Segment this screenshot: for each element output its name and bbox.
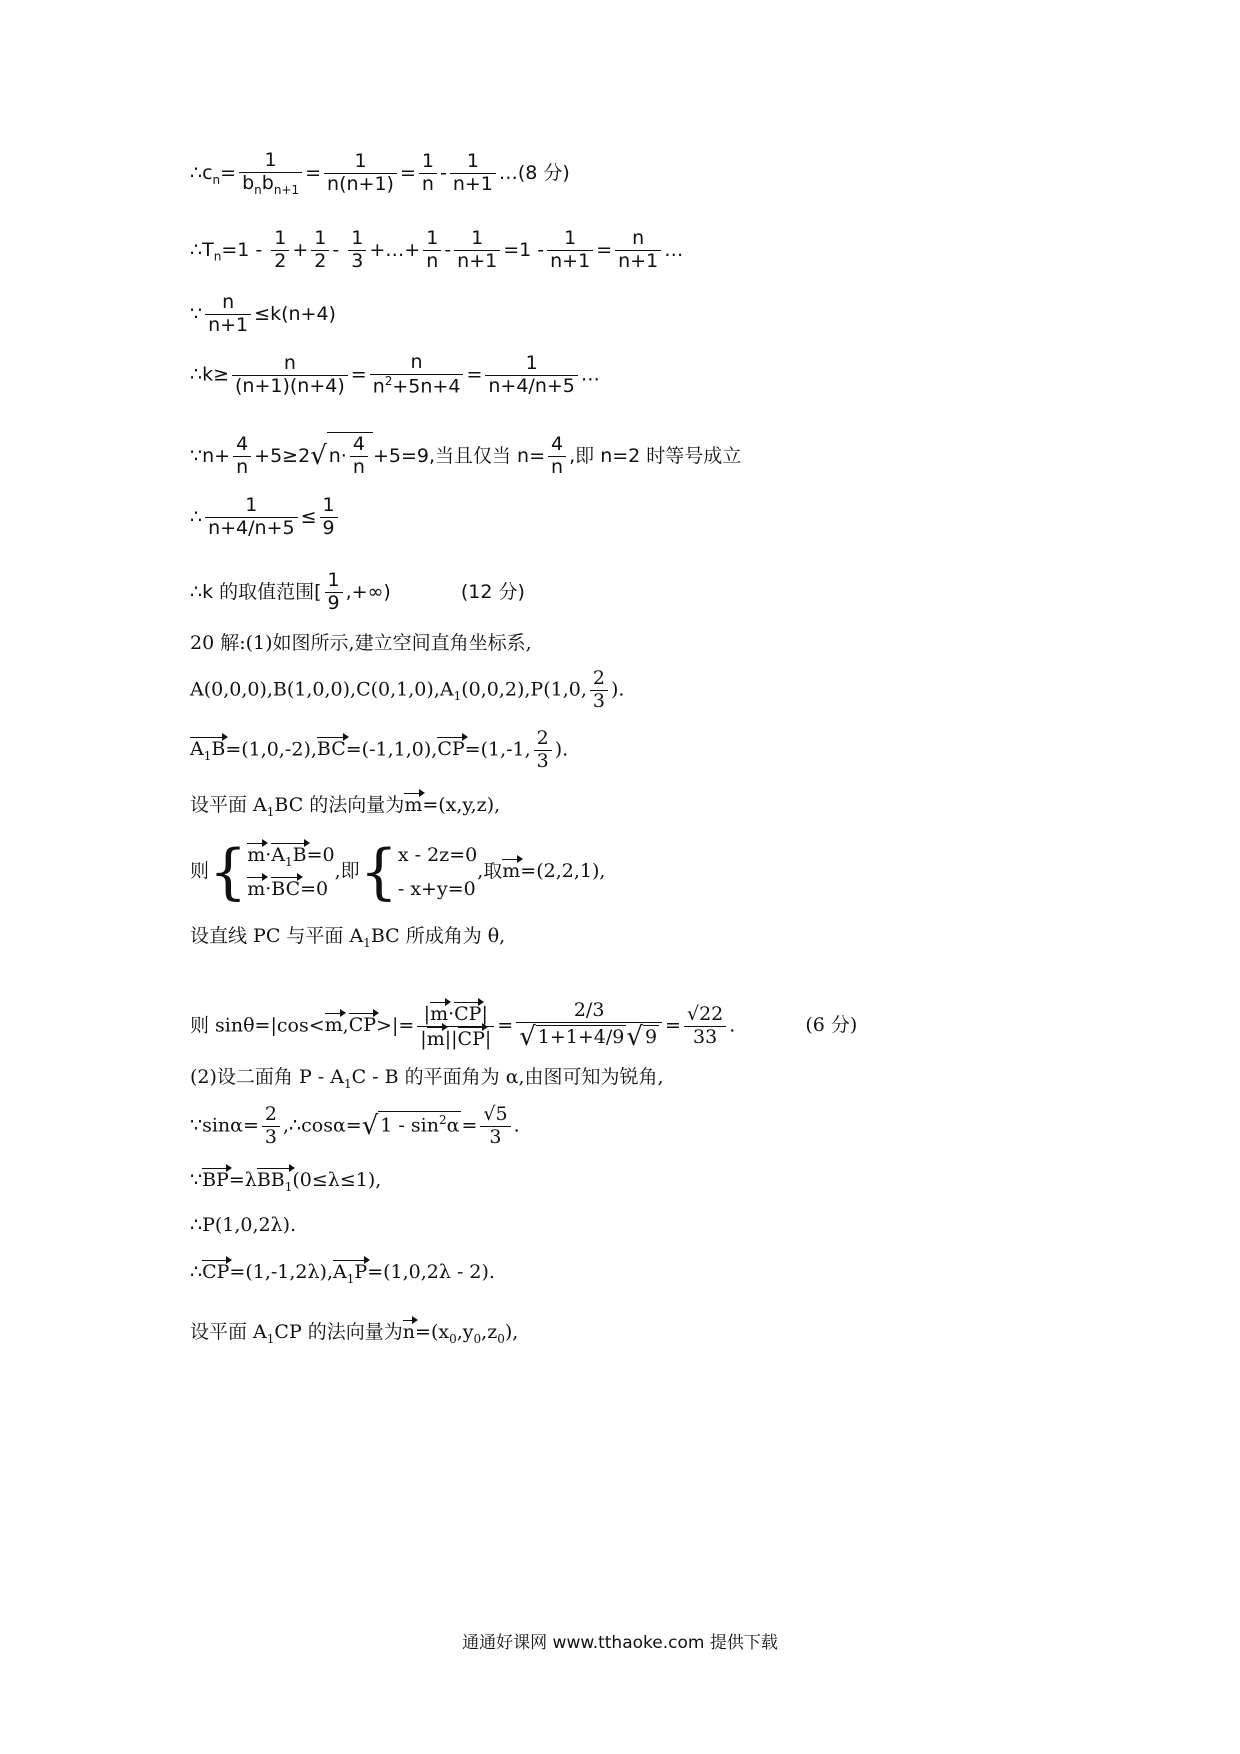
line-cp-a1p: $\therefore CP=(1,-1,2\lambda),A_1P=(1,0,2\lambda - 2)$. [190,1261,495,1286]
line-system: 则{$m\cdot A_1B=0$ m·BC=0,即{x - 2z=0 - x+y=0,取m=(2,2,1), [190,837,606,908]
line-bp: ∵BP=λBB$_1$(0≤λ≤1), [190,1169,382,1194]
line-part2: (2)设二面角 P - $A_1C$ - B 的平面角为 α,由图可知为锐角, [190,1066,664,1091]
line-theta: 设直线 PC 与平面 $A_1BC$ 所成角为 θ, [190,925,506,950]
line-normal-m: 设平面 $A_1BC$ 的法向量为m=(x,y,z), [190,794,501,819]
line-k-bound: ∴k≥ $\frac{n}{(n+1)(n+4)}$ = $\frac{n}{n^2+5n+4}$ = $\frac{1}{n+4/n+5}$ … [190,351,600,398]
line-p: ∴P(1,0,2λ). [190,1214,297,1236]
line-ineq: ∵ $\frac{n}{n+1}$ ≤k(n+4) [190,291,336,336]
line-q20: 20 解:(1)如图所示,建立空间直角坐标系, [190,632,532,654]
line-normal-n: 设平面 $A_1CP$ 的法向量为$n=(x_0,y_0,z_0)$, [190,1321,519,1346]
line-vectors: $A_1B=(1,0,-2),BC=(-1,1,0),CP=(1,-1$, $\frac{2}{3}$ ). [190,727,569,772]
line-tn: $\therefore T_n=1$ - $\frac{1}{2}$ + $\frac{1}{2}$ - $\frac{1}{3}$ +…+ $\frac{1}{n}$ - $\frac{1}{n+1}$ =1 - $\frac{1}{n+1}$ = $\frac{n}{n+1}$ … [190,227,684,272]
line-sin-theta: 则 sinθ=|cos<m,CP>|= $\frac{|m\cdot CP|}{|m||CP|}$ = $\frac{2/3}{√ 1+1+4/9√ 9}$ = $\frac{√22}{33}$ . (6 分) [190,999,858,1052]
line-cos-alpha: ∵sinα= $\frac{2}{3}$ ,∴cosα=√ $1 - \sin^2\alpha$ = $\frac{√5}{3}$ . [190,1103,520,1148]
line-range: ∴k 的取值范围[ $\frac{1}{9}$ ,+∞) (12 分) [190,569,525,614]
line-upper: ∴ $\frac{1}{n+4/n+5}$ ≤ $\frac{1}{9}$ [190,495,341,540]
line-amgm: ∵n+ $\frac{4}{n}$ +5≥2√ n· $\frac{4}{n}$ +5=9,当且仅当 n= $\frac{4}{n}$ ,即 n=2 时等号成立 [190,433,742,478]
line-coords: $A(0,0,0),B(1,0,0),C(0,1,0),A_1(0,0,2),P(1,0$, $\frac{2}{3}$ ). [190,667,625,712]
footer-source: 通通好课网 www.tthaoke.com 提供下载 [462,1633,778,1653]
line-cn: $\therefore c_n=$ 1 $b_nb_{n+1}$ = $\frac{1}{n(n+1)}$ = $\frac{1}{n}$ - $\frac{1}{n+1}$ …(8 分) [190,149,570,197]
